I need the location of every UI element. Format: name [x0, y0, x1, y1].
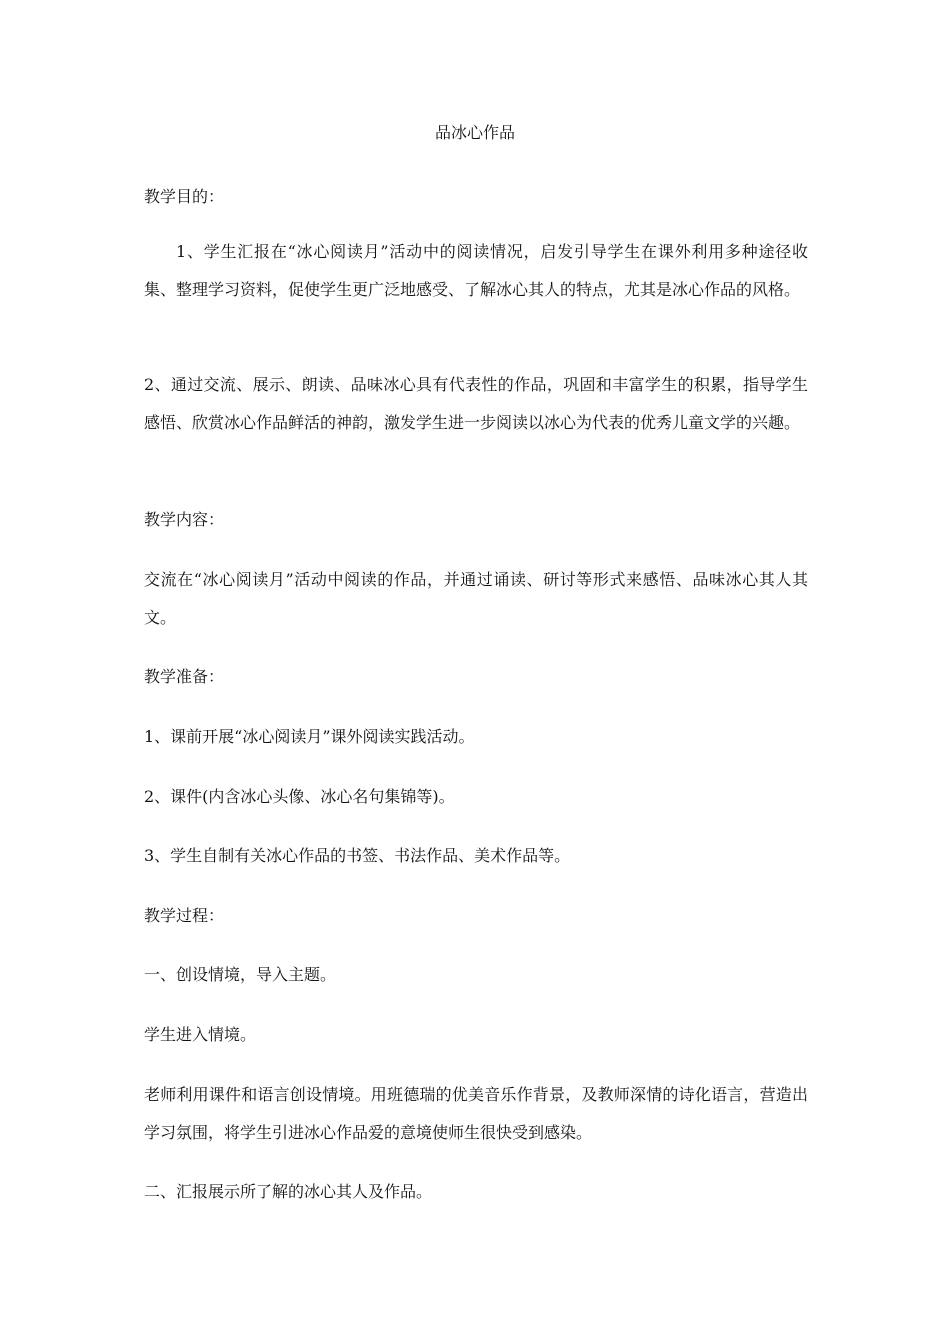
heading-teaching-process: 教学过程：: [144, 906, 225, 925]
process-step-2: 二、汇报展示所了解的冰心其人及作品。: [144, 1182, 433, 1201]
process-text-1: 学生进入情境。: [144, 1025, 257, 1044]
heading-teaching-content: 教学内容：: [144, 510, 225, 529]
heading-teaching-goals: 教学目的：: [144, 187, 225, 206]
process-step-1: 一、创设情境，导入主题。: [144, 965, 337, 984]
document-title: 品冰心作品: [434, 123, 515, 142]
goal-paragraph-1: 1、学生汇报在“冰心阅读月”活动中的阅读情况，启发引导学生在课外利用多种途径收集、整理学习资料，促使学生更广泛地感受、了解冰心其人的特点，尤其是冰心作品的风格。: [144, 242, 808, 299]
heading-teaching-preparation: 教学准备：: [144, 667, 225, 686]
preparation-item-1: 1、课前开展“冰心阅读月”课外阅读实践活动。: [144, 727, 475, 746]
preparation-item-2: 2、课件(内含冰心头像、冰心名句集锦等)。: [144, 787, 455, 806]
preparation-item-3: 3、学生自制有关冰心作品的书签、书法作品、美术作品等。: [144, 846, 571, 865]
process-text-2: 老师利用课件和语言创设情境。用班德瑞的优美音乐作背景，及教师深情的诗化语言，营造出学习氛围，将学生引进冰心作品爱的意境使师生很快受到感染。: [144, 1085, 808, 1142]
goal-paragraph-2: 2、通过交流、展示、朗读、品味冰心具有代表性的作品，巩固和丰富学生的积累，指导学生感悟、欣赏冰心作品鲜活的神韵，激发学生进一步阅读以冰心为代表的优秀儿童文学的兴趣。: [144, 375, 808, 432]
content-paragraph: 交流在“冰心阅读月”活动中阅读的作品，并通过诵读、研讨等形式来感悟、品味冰心其人其文。: [144, 570, 808, 627]
